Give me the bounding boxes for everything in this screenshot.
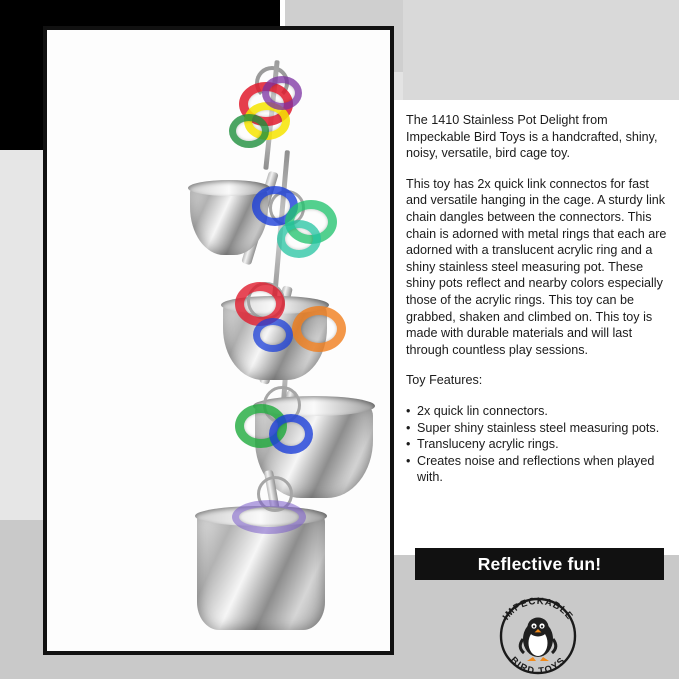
acrylic-ring-blue-3 [269,414,313,454]
background-block-grey-left [0,150,48,520]
svg-text:BIRD TOYS [508,655,568,675]
description-paragraph-1: The 1410 Stainless Pot Delight from Impeckable Bird Toys is a handcrafted, shiny, noisy, versatile, bird cage toy. [406,113,658,161]
acrylic-ring-green-top [229,114,269,148]
brand-logo [489,597,587,675]
feature-item: • Super shiny stainless steel measuring pots. [406,420,668,437]
product-photo [47,30,390,651]
logo-top-text: IMPECKABLE [500,597,576,623]
description-paragraph-2: This toy has 2x quick link connectos for fast and versatile hanging in the cage. A sturdy link chain dangles between the connectors. This chain is adorned with metal rings that each are adorned with a translucent acrylic ring and a shiny stainless steel measuring pot. These shiny pots reflect and nearby colors especially those of the acrylic rings. This toy can be grabbed, shaken and climbed on. This toy is made with durable materials and will last through countless play sessions. [406,176,667,357]
feature-item: • Transluceny acrylic rings. [406,436,668,453]
features-list [406,403,668,486]
acrylic-ring-orange-2 [292,306,346,352]
acrylic-ring-blue-2 [253,318,293,352]
background-block-grey-topright [403,0,679,100]
description-copy [406,112,668,486]
acrylic-ring-teal-1 [277,220,321,258]
product-photo-frame [43,26,394,655]
feature-item: • Creates noise and reflections when played with. [406,453,668,486]
logo-bottom-text: BIRD TOYS [507,654,569,675]
penguin-icon [520,618,556,662]
features-title: Toy Features: [406,373,483,388]
banner-text: Reflective fun! [477,553,602,574]
reflective-fun-banner [415,548,664,580]
feature-item: • 2x quick lin connectors. [406,403,668,420]
acrylic-ring-purple [262,76,302,110]
acrylic-ring-multicolor-4 [232,500,306,534]
